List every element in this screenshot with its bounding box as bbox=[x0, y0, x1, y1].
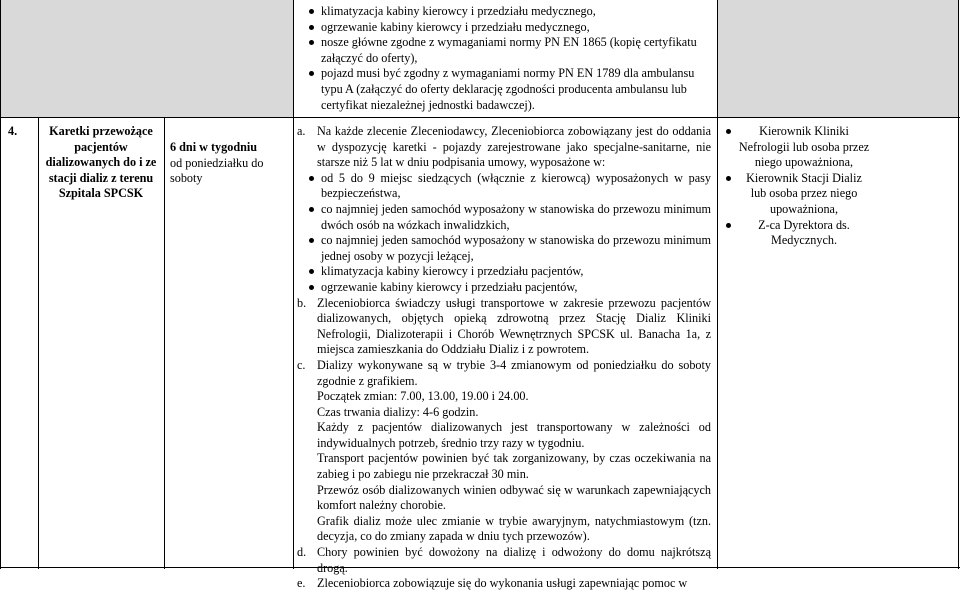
item-a bbox=[297, 124, 711, 171]
item-text: Chory powinien być dowożony na dializę i odwożony do domu najkrótszą drogą. bbox=[317, 545, 711, 575]
item-label: b. bbox=[297, 295, 307, 310]
list-item: Z-ca Dyrektora ds. Medycznych. bbox=[724, 218, 870, 249]
item-c-paragraph: Czas trwania dializy: 4-6 godzin. bbox=[317, 404, 479, 419]
list-item: co najmniej jeden samochód wyposażony w stanowiska do przewozu minimum jednej osoby w pozycji leżącej, bbox=[307, 233, 711, 264]
item-c-paragraph: Początek zmian: 7.00, 13.00, 19.00 i 24.00. bbox=[317, 389, 529, 404]
item-text: Zleceniobiorca zobowiązuje się do wykonania usługi zapewniając pomoc w bbox=[317, 576, 688, 591]
item-d bbox=[297, 545, 711, 576]
table-border bbox=[717, 0, 718, 569]
top-cell bbox=[307, 4, 707, 113]
list-item: Kierownik Stacji Dializ lub osoba przez niego upoważniona, bbox=[724, 171, 870, 218]
equipment-list bbox=[297, 171, 711, 296]
shaded-cell bbox=[717, 0, 959, 117]
row-separator bbox=[0, 117, 960, 118]
list-item: klimatyzacja kabiny kierowcy i przedziału medycznego, bbox=[307, 4, 707, 20]
item-c-paragraph: Grafik dializ może ulec zmianie w trybie awaryjnym, natychmiastowym (tzn. decyzja, co do zmiany zapada w dniu tych przewozów). bbox=[317, 513, 711, 544]
table-border bbox=[38, 118, 39, 569]
item-c-paragraph: Transport pacjentów powinien być tak zorganizowany, by czas oczekiwania na zabieg i po zabiegu nie przekraczał 30 min. bbox=[317, 451, 711, 482]
item-label: a. bbox=[297, 124, 306, 138]
item-text: Zleceniobiorca świadczy usługi transportowe w zakresie przewozu pacjentów dializowanych, objętych opieką zdrowotną przez Stację Dializ Kliniki Nefrologii, Dializoterapii i Chorób Wewnętrznych SPCSK ul. Banacha 1a, z miejsca zamieszkania do Oddziału Dializ i z powrotem. bbox=[317, 295, 711, 357]
item-text: Dializy wykonywane są w trybie 3-4 zmianowym od poniedziałku do soboty zgodnie z grafikiem. bbox=[317, 357, 711, 388]
table-border bbox=[958, 0, 959, 569]
item-text: Na każde zlecenie Zleceniodawcy, Zleceniobiorca zobowiązany jest do oddania w dyspozycję karetki - pojazdy zarejestrowane jako specjalne-sanitarne, nie starsze niż 5 lat w dniu podpisania umowy, wyposażone w: bbox=[317, 124, 711, 170]
row-number: 4. bbox=[8, 124, 18, 138]
item-b bbox=[297, 296, 711, 358]
table-border bbox=[164, 118, 165, 569]
item-label: c. bbox=[297, 357, 306, 372]
row-schedule bbox=[170, 140, 270, 187]
schedule-days: 6 dni w tygodniu bbox=[170, 140, 258, 154]
shaded-cell bbox=[1, 0, 293, 117]
item-label: e. bbox=[297, 576, 306, 591]
item-e bbox=[297, 576, 711, 592]
table-border bbox=[293, 0, 294, 569]
list-item: nosze główne zgodne z wymaganiami normy PN EN 1865 (kopię certyfikatu załączyć do oferty), bbox=[307, 35, 707, 66]
list-item: pojazd musi być zgodny z wymaganiami normy PN EN 1789 dla ambulansu typu A (załączyć do oferty deklarację zgodności producenta ambulansu lub certyfikat niezależnej jednostki badawczej). bbox=[307, 66, 707, 113]
list-item: ogrzewanie kabiny kierowcy i przedziału pacjentów, bbox=[307, 280, 711, 296]
item-c bbox=[297, 358, 711, 389]
item-c-paragraph: Przewóz osób dializowanych winien odbywać się w warunkach zapewniających komfort należny chorobie. bbox=[317, 482, 711, 513]
row-subject: Karetki przewożące pacjentów dializowanych do i ze stacji dializ z terenu Szpitala SPCSK bbox=[45, 124, 157, 201]
table-border bbox=[0, 0, 1, 569]
list-item: od 5 do 9 miejsc siedzących (włącznie z kierowcą) wyposażonych w pasy bezpieczeństwa, bbox=[307, 171, 711, 202]
item-label: d. bbox=[297, 545, 307, 560]
item-c-paragraph: Każdy z pacjentów dializowanych jest transportowany w zależności od indywidualnych potrzeb, średnio trzy razy w tygodniu. bbox=[317, 420, 711, 450]
list-item: co najmniej jeden samochód wyposażony w stanowiska do przewozu minimum dwóch osób na wózkach inwalidzkich, bbox=[307, 202, 711, 233]
list-item: ogrzewanie kabiny kierowcy i przedziału medycznego, bbox=[307, 20, 707, 36]
list-item: klimatyzacja kabiny kierowcy i przedziału pacjentów, bbox=[307, 264, 711, 280]
top-bullet-list bbox=[307, 4, 707, 113]
supervisor-list bbox=[724, 124, 870, 249]
schedule-range: od poniedziałku do soboty bbox=[170, 155, 264, 186]
row-supervisors bbox=[724, 124, 870, 249]
row-description bbox=[297, 124, 711, 592]
list-item: Kierownik Kliniki Nefrologii lub osoba przez niego upoważniona, bbox=[724, 124, 870, 171]
